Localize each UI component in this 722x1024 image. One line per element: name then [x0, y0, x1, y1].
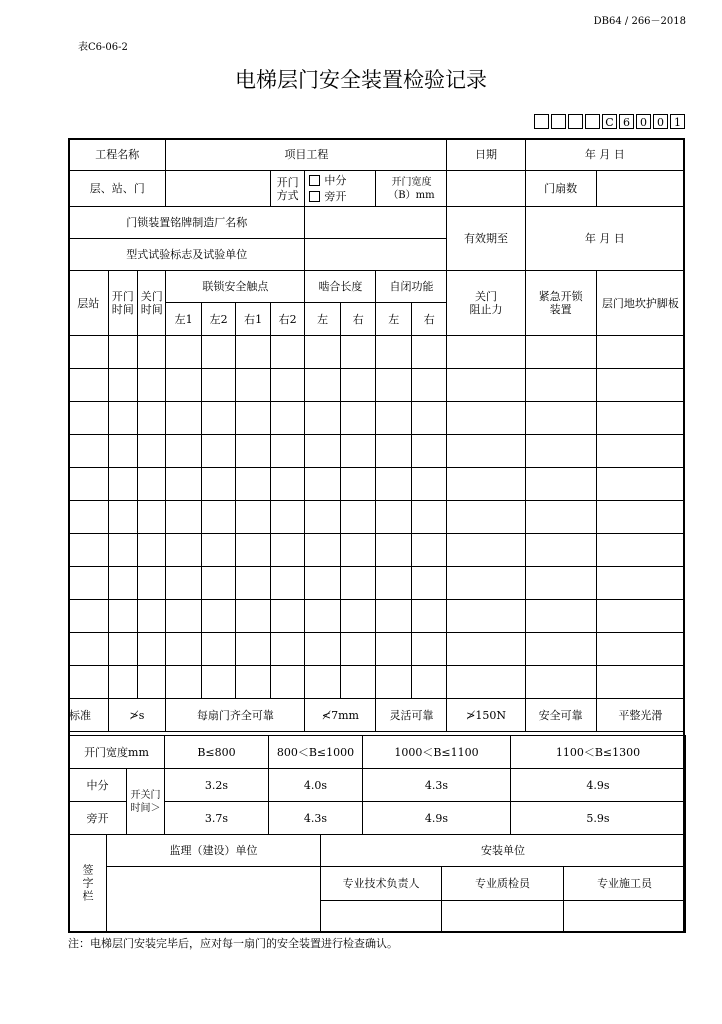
sub-right1: 右1 — [236, 303, 271, 336]
data-cell[interactable] — [305, 468, 341, 501]
side-open-checkbox[interactable] — [309, 191, 320, 202]
door-width-label: 开门宽度 （B）mm — [376, 171, 447, 207]
data-cell[interactable] — [305, 534, 341, 567]
center-open-option[interactable]: 中分 — [309, 173, 375, 189]
data-cell[interactable] — [236, 336, 271, 369]
data-cell[interactable] — [270, 369, 305, 402]
data-cell[interactable] — [376, 369, 412, 402]
data-cell[interactable] — [596, 534, 684, 567]
data-cell[interactable] — [596, 600, 684, 633]
sub-mesh-right: 右 — [340, 303, 376, 336]
code-char[interactable] — [568, 114, 583, 129]
data-cell[interactable] — [411, 468, 447, 501]
col-self-close: 自闭功能 — [376, 271, 447, 303]
data-cell[interactable] — [596, 666, 684, 699]
data-cell[interactable] — [138, 501, 166, 534]
sub-right2: 右2 — [270, 303, 305, 336]
data-cell[interactable] — [201, 435, 236, 468]
date-value[interactable]: 年 月 日 — [525, 139, 684, 171]
standard-sill: 平整光滑 — [596, 699, 684, 732]
data-cell[interactable] — [340, 501, 376, 534]
center-time: 3.2s — [165, 769, 269, 802]
table-row — [69, 534, 685, 567]
door-width-header: 开门宽度mm — [69, 736, 165, 769]
table-row — [69, 435, 685, 468]
data-cell[interactable] — [69, 369, 109, 402]
width-range: 1100＜B≤1300 — [511, 736, 686, 769]
standard-code: DB64 / 266－2018 — [593, 16, 686, 27]
data-cell[interactable] — [525, 567, 596, 600]
data-cell[interactable] — [201, 402, 236, 435]
data-cell[interactable] — [69, 600, 109, 633]
standard-label: 标准 — [69, 699, 109, 732]
data-cell[interactable] — [138, 567, 166, 600]
data-cell[interactable] — [447, 534, 525, 567]
door-width-value[interactable] — [447, 171, 525, 207]
data-cell[interactable] — [236, 666, 271, 699]
worker-sign[interactable] — [564, 901, 686, 933]
data-cell[interactable] — [166, 336, 202, 369]
data-cell[interactable] — [108, 633, 137, 666]
data-cell[interactable] — [596, 369, 684, 402]
data-cell[interactable] — [270, 336, 305, 369]
data-cell[interactable] — [447, 468, 525, 501]
data-cell[interactable] — [411, 369, 447, 402]
data-cell[interactable] — [376, 402, 412, 435]
col-close-time: 关门 时间 — [138, 271, 166, 336]
data-cell[interactable] — [201, 567, 236, 600]
signature-table — [68, 834, 686, 933]
form-number: 表C6-06-2 — [78, 42, 128, 53]
sub-close-left: 左 — [376, 303, 412, 336]
standard-emergency: 安全可靠 — [525, 699, 596, 732]
data-cell[interactable] — [108, 336, 137, 369]
data-cell[interactable] — [270, 567, 305, 600]
data-cell[interactable] — [201, 633, 236, 666]
table-row — [69, 666, 685, 699]
data-cell[interactable] — [108, 501, 137, 534]
data-cell[interactable] — [69, 666, 109, 699]
data-cell[interactable] — [108, 402, 137, 435]
data-cell[interactable] — [166, 369, 202, 402]
data-cell[interactable] — [305, 633, 341, 666]
center-time: 4.3s — [363, 769, 511, 802]
date-label: 日期 — [447, 139, 525, 171]
data-cell[interactable] — [596, 567, 684, 600]
table-row — [69, 402, 685, 435]
data-cell[interactable] — [201, 534, 236, 567]
data-cell[interactable] — [340, 567, 376, 600]
page-title: 电梯层门安全装置检验记录 — [235, 68, 487, 92]
data-cell[interactable] — [270, 435, 305, 468]
side-open-label: 旁开 — [69, 802, 127, 835]
sub-close-right: 右 — [411, 303, 447, 336]
data-cell[interactable] — [305, 666, 341, 699]
data-cell[interactable] — [340, 600, 376, 633]
door-leaf-value[interactable] — [596, 171, 684, 207]
data-cell[interactable] — [525, 402, 596, 435]
data-cell[interactable] — [166, 402, 202, 435]
data-cell[interactable] — [376, 633, 412, 666]
data-cell[interactable] — [108, 600, 137, 633]
col-emergency-unlock: 紧急开锁 装置 — [525, 271, 596, 336]
data-cell[interactable] — [166, 633, 202, 666]
data-cell[interactable] — [236, 600, 271, 633]
door-open-mode-label: 开门 方式 — [270, 171, 305, 207]
data-cell[interactable] — [376, 336, 412, 369]
data-cell[interactable] — [108, 468, 137, 501]
sub-left1: 左1 — [166, 303, 202, 336]
data-cell[interactable] — [525, 600, 596, 633]
tech-lead-sign[interactable] — [321, 901, 442, 933]
data-cell[interactable] — [166, 534, 202, 567]
footnote: 注：电梯层门安装完毕后，应对每一扇门的安全装置进行检查确认。 — [68, 937, 398, 950]
data-cell[interactable] — [69, 435, 109, 468]
side-time: 5.9s — [511, 802, 686, 835]
data-cell[interactable] — [340, 402, 376, 435]
data-cell[interactable] — [201, 369, 236, 402]
data-cell[interactable] — [376, 600, 412, 633]
data-cell[interactable] — [166, 666, 202, 699]
data-cell[interactable] — [447, 435, 525, 468]
code-char[interactable] — [534, 114, 549, 129]
table-row — [69, 567, 685, 600]
data-cell[interactable] — [166, 600, 202, 633]
width-range: B≤800 — [165, 736, 269, 769]
data-cell[interactable] — [525, 501, 596, 534]
data-cell[interactable] — [138, 402, 166, 435]
data-cell[interactable] — [340, 534, 376, 567]
side-open-option[interactable]: 旁开 — [309, 189, 375, 205]
data-cell[interactable] — [305, 600, 341, 633]
floor-value[interactable] — [166, 171, 271, 207]
project-name-value[interactable]: 项目工程 — [166, 139, 447, 171]
data-cell[interactable] — [138, 534, 166, 567]
data-cell[interactable] — [447, 501, 525, 534]
data-cell[interactable] — [138, 336, 166, 369]
data-cell[interactable] — [138, 435, 166, 468]
data-cell[interactable] — [340, 435, 376, 468]
standard-time: ≯s — [108, 699, 166, 732]
lock-maker-value[interactable] — [305, 207, 447, 239]
data-cell[interactable] — [166, 501, 202, 534]
data-cell[interactable] — [305, 567, 341, 600]
data-cell[interactable] — [411, 534, 447, 567]
data-cell[interactable] — [138, 633, 166, 666]
side-time: 4.3s — [269, 802, 363, 835]
data-cell[interactable] — [201, 336, 236, 369]
table-row — [69, 369, 685, 402]
supervisor-sign-area[interactable] — [107, 867, 321, 933]
side-time: 3.7s — [165, 802, 269, 835]
data-cell[interactable] — [447, 369, 525, 402]
col-close-force: 关门 阻止力 — [447, 271, 525, 336]
data-cell[interactable] — [525, 336, 596, 369]
door-leaf-label: 门扇数 — [525, 171, 596, 207]
data-cell[interactable] — [411, 435, 447, 468]
code-char[interactable] — [585, 114, 600, 129]
standard-force: ≯150N — [447, 699, 525, 732]
data-cell[interactable] — [596, 501, 684, 534]
table-row — [69, 600, 685, 633]
side-time: 4.9s — [363, 802, 511, 835]
data-cell[interactable] — [411, 567, 447, 600]
data-cell[interactable] — [525, 633, 596, 666]
standard-interlock: 每扇门齐全可靠 — [166, 699, 305, 732]
supervisor-unit: 监理（建设）单位 — [107, 835, 321, 867]
data-cell[interactable] — [270, 402, 305, 435]
data-cell[interactable] — [411, 501, 447, 534]
table-row — [69, 468, 685, 501]
data-cell[interactable] — [236, 633, 271, 666]
data-cell[interactable] — [525, 468, 596, 501]
table-row — [69, 336, 685, 369]
data-cell[interactable] — [108, 534, 137, 567]
data-cell[interactable] — [138, 468, 166, 501]
data-cell[interactable] — [411, 633, 447, 666]
qc-label: 专业质检员 — [442, 867, 564, 901]
data-cell[interactable] — [138, 600, 166, 633]
data-cell[interactable] — [305, 435, 341, 468]
tech-lead-label: 专业技术负责人 — [321, 867, 442, 901]
center-open-checkbox[interactable] — [309, 175, 320, 186]
valid-until-value[interactable]: 年 月 日 — [525, 207, 684, 271]
data-cell[interactable] — [411, 336, 447, 369]
sub-mesh-left: 左 — [305, 303, 341, 336]
code-char[interactable] — [551, 114, 566, 129]
door-open-options[interactable] — [305, 171, 376, 207]
open-close-time-label: 开关门 时间＞ — [127, 769, 165, 835]
data-cell[interactable] — [525, 534, 596, 567]
qc-sign[interactable] — [442, 901, 564, 933]
data-cell[interactable] — [236, 468, 271, 501]
data-cell[interactable] — [108, 435, 137, 468]
data-cell[interactable] — [138, 369, 166, 402]
data-cell[interactable] — [69, 567, 109, 600]
code-char[interactable]: 0 — [653, 114, 668, 129]
code-char[interactable]: 0 — [636, 114, 651, 129]
data-cell[interactable] — [340, 468, 376, 501]
code-char[interactable]: C — [602, 114, 617, 129]
data-cell[interactable] — [69, 336, 109, 369]
floor-label: 层、站、门 — [69, 171, 166, 207]
data-cell[interactable] — [376, 534, 412, 567]
data-cell[interactable] — [236, 567, 271, 600]
data-cell[interactable] — [525, 369, 596, 402]
data-cell[interactable] — [69, 534, 109, 567]
data-cell[interactable] — [447, 402, 525, 435]
data-cell[interactable] — [447, 567, 525, 600]
valid-until-label: 有效期至 — [447, 207, 525, 271]
data-cell[interactable] — [447, 336, 525, 369]
data-cell[interactable] — [305, 336, 341, 369]
data-cell[interactable] — [411, 666, 447, 699]
data-cell[interactable] — [340, 369, 376, 402]
data-cell[interactable] — [270, 501, 305, 534]
data-cell[interactable] — [340, 633, 376, 666]
standard-mesh: ≮7mm — [305, 699, 376, 732]
data-cell[interactable] — [236, 402, 271, 435]
data-cell[interactable] — [340, 336, 376, 369]
data-cell[interactable] — [525, 666, 596, 699]
data-cell[interactable] — [525, 435, 596, 468]
data-cell[interactable] — [596, 468, 684, 501]
data-cell[interactable] — [596, 402, 684, 435]
data-cell[interactable] — [270, 633, 305, 666]
data-cell[interactable] — [166, 435, 202, 468]
data-cell[interactable] — [411, 402, 447, 435]
lock-maker-label: 门锁装置铭牌制造厂名称 — [69, 207, 305, 239]
col-interlock: 联锁安全触点 — [166, 271, 305, 303]
signature-label: 签字栏 — [69, 835, 107, 933]
inspection-table — [68, 138, 685, 732]
data-cell[interactable] — [236, 534, 271, 567]
data-cell[interactable] — [376, 567, 412, 600]
table-row — [69, 501, 685, 534]
data-cell[interactable] — [376, 468, 412, 501]
data-cell[interactable] — [69, 501, 109, 534]
data-cell[interactable] — [270, 666, 305, 699]
data-cell[interactable] — [596, 435, 684, 468]
data-cell[interactable] — [376, 666, 412, 699]
data-cell[interactable] — [166, 468, 202, 501]
project-name-label: 工程名称 — [69, 139, 166, 171]
data-cell[interactable] — [305, 402, 341, 435]
table-row — [69, 633, 685, 666]
data-cell[interactable] — [447, 633, 525, 666]
standard-self-close: 灵活可靠 — [376, 699, 447, 732]
data-cell[interactable] — [236, 435, 271, 468]
col-sill-guard: 层门地坎护脚板 — [596, 271, 684, 336]
data-cell[interactable] — [69, 633, 109, 666]
data-cell[interactable] — [236, 369, 271, 402]
data-cell[interactable] — [201, 666, 236, 699]
center-time: 4.9s — [511, 769, 686, 802]
data-cell[interactable] — [596, 633, 684, 666]
width-range: 800＜B≤1000 — [269, 736, 363, 769]
col-open-time: 开门 时间 — [108, 271, 137, 336]
data-cell[interactable] — [270, 534, 305, 567]
data-cell[interactable] — [305, 501, 341, 534]
data-cell[interactable] — [201, 600, 236, 633]
record-code-boxes[interactable] — [532, 114, 685, 129]
col-mesh-length: 啮合长度 — [305, 271, 376, 303]
data-cell[interactable] — [69, 468, 109, 501]
center-open-label: 中分 — [69, 769, 127, 802]
data-cell[interactable] — [376, 501, 412, 534]
data-cell[interactable] — [447, 600, 525, 633]
data-cell[interactable] — [340, 666, 376, 699]
data-cell[interactable] — [236, 501, 271, 534]
data-cell[interactable] — [201, 468, 236, 501]
data-cell[interactable] — [305, 369, 341, 402]
type-test-label: 型式试验标志及试验单位 — [69, 239, 305, 271]
code-char[interactable]: 1 — [670, 114, 685, 129]
data-cell[interactable] — [376, 435, 412, 468]
data-cell[interactable] — [596, 336, 684, 369]
data-cell[interactable] — [270, 600, 305, 633]
data-cell[interactable] — [411, 600, 447, 633]
data-cell[interactable] — [270, 468, 305, 501]
type-test-value[interactable] — [305, 239, 447, 271]
col-floor: 层站 — [69, 271, 109, 336]
data-cell[interactable] — [108, 567, 137, 600]
worker-label: 专业施工员 — [564, 867, 686, 901]
width-range: 1000＜B≤1100 — [363, 736, 511, 769]
sub-left2: 左2 — [201, 303, 236, 336]
data-cell[interactable] — [447, 666, 525, 699]
installer-unit: 安装单位 — [321, 835, 686, 867]
data-cell[interactable] — [108, 666, 137, 699]
data-cell[interactable] — [69, 402, 109, 435]
center-time: 4.0s — [269, 769, 363, 802]
data-cell[interactable] — [201, 501, 236, 534]
data-cell[interactable] — [138, 666, 166, 699]
data-cell[interactable] — [108, 369, 137, 402]
door-time-table — [68, 735, 686, 835]
data-cell[interactable] — [166, 567, 202, 600]
code-char[interactable]: 6 — [619, 114, 634, 129]
